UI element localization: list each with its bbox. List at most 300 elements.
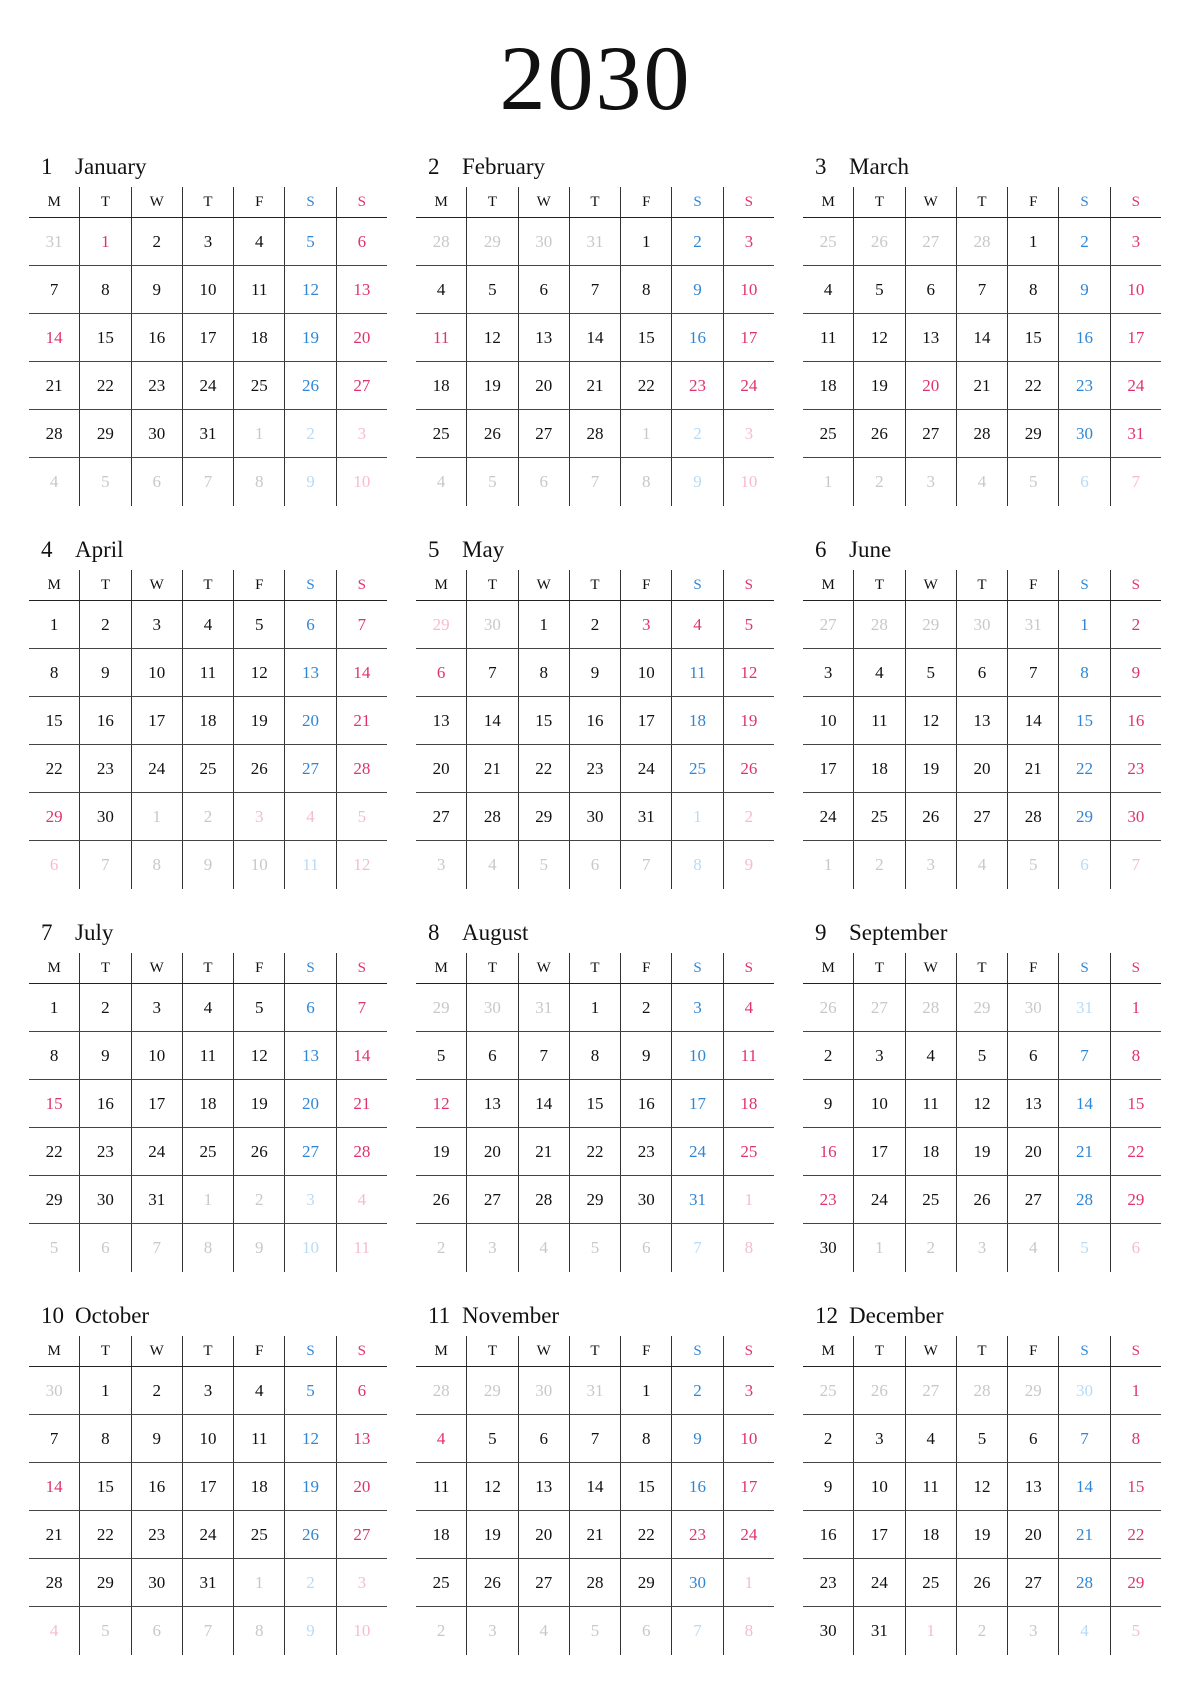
- week-row: [29, 984, 387, 1032]
- day-cell: 5: [956, 1415, 1007, 1462]
- weekday-header: S: [671, 187, 722, 217]
- weekday-header: S: [336, 187, 387, 217]
- month-number: 12: [815, 1303, 838, 1328]
- weekday-header: F: [1007, 570, 1058, 600]
- day-cell: 11: [905, 1080, 956, 1127]
- adjacent-month-day: 30: [518, 218, 569, 265]
- adjacent-month-day: 28: [853, 601, 904, 648]
- day-cell: 26: [233, 745, 284, 792]
- weekday-header-row: [803, 187, 1161, 218]
- month-grid: [29, 187, 387, 506]
- day-cell: 25: [182, 1128, 233, 1175]
- week-row: [803, 410, 1161, 458]
- weekday-header: T: [79, 1336, 130, 1366]
- weekday-header: T: [569, 953, 620, 983]
- adjacent-month-day: 8: [233, 1607, 284, 1655]
- day-cell: 6: [336, 1367, 387, 1414]
- week-row: [29, 314, 387, 362]
- day-cell: 23: [671, 1511, 722, 1558]
- day-cell: 25: [671, 745, 722, 792]
- day-cell: 26: [432, 1189, 450, 1209]
- day-cell: 17: [819, 758, 837, 778]
- day-cell: 12: [956, 1463, 1007, 1510]
- day-cell: 10: [853, 1080, 904, 1127]
- month-grid: [803, 570, 1161, 889]
- day-cell: 17: [671, 1080, 722, 1127]
- adjacent-month-day: 9: [671, 458, 722, 506]
- day-cell: 14: [45, 1476, 63, 1496]
- day-cell: 24: [671, 1128, 722, 1175]
- month-number: 1: [41, 154, 53, 179]
- weekday-header: F: [233, 570, 284, 600]
- week-row: [416, 601, 774, 649]
- adjacent-month-day: 9: [233, 1224, 284, 1272]
- month-name: May: [462, 537, 505, 562]
- week-row: [416, 649, 774, 697]
- day-cell: 8: [1007, 266, 1058, 313]
- week-row: [803, 601, 1161, 649]
- day-cell: 9: [823, 1476, 833, 1496]
- day-cell: 10: [723, 266, 774, 313]
- day-cell: 11: [671, 649, 722, 696]
- day-cell: 3: [671, 984, 722, 1031]
- weekday-header: T: [79, 570, 130, 600]
- week-row: [803, 1224, 1161, 1272]
- weekday-header: W: [905, 953, 956, 983]
- day-cell: 27: [336, 1511, 387, 1558]
- weekday-header: S: [723, 187, 774, 217]
- adjacent-month-day: 3: [905, 458, 956, 506]
- day-cell: 3: [1110, 218, 1161, 265]
- weekday-header: S: [336, 1336, 387, 1366]
- day-cell: 3: [723, 1367, 774, 1414]
- week-row: [29, 697, 387, 745]
- adjacent-month-day: 2: [671, 410, 722, 457]
- day-cell: 15: [1110, 1463, 1161, 1510]
- weekday-header: S: [1058, 1336, 1109, 1366]
- month-grid: [416, 187, 774, 506]
- adjacent-month-day: 29: [432, 997, 450, 1017]
- week-row: [416, 1559, 774, 1607]
- weekday-header: S: [1058, 570, 1109, 600]
- month-name: July: [75, 920, 114, 945]
- day-cell: 24: [723, 362, 774, 409]
- adjacent-month-day: 28: [432, 231, 450, 251]
- day-cell: 22: [1110, 1511, 1161, 1558]
- week-row: [416, 362, 774, 410]
- day-cell: 3: [823, 662, 833, 682]
- day-cell: 30: [1110, 793, 1161, 840]
- adjacent-month-day: 8: [723, 1607, 774, 1655]
- weekday-header: M: [434, 576, 448, 593]
- adjacent-month-day: 30: [466, 984, 517, 1031]
- day-cell: 15: [45, 1093, 63, 1113]
- weekday-header-row: [29, 953, 387, 984]
- weekday-header: S: [284, 187, 335, 217]
- day-cell: 22: [79, 362, 130, 409]
- month-number: 11: [428, 1303, 451, 1328]
- day-cell: 28: [1058, 1559, 1109, 1606]
- day-cell: 11: [432, 327, 450, 347]
- week-row: [416, 1128, 774, 1176]
- day-cell: 12: [284, 266, 335, 313]
- day-cell: 17: [1110, 314, 1161, 361]
- day-cell: 5: [853, 266, 904, 313]
- adjacent-month-day: 2: [853, 458, 904, 506]
- day-cell: 23: [131, 1511, 182, 1558]
- week-row: [416, 1367, 774, 1415]
- day-cell: 9: [79, 649, 130, 696]
- adjacent-month-day: 3: [956, 1224, 1007, 1272]
- adjacent-month-day: 4: [436, 472, 446, 491]
- day-cell: 19: [956, 1128, 1007, 1175]
- weekday-header: T: [569, 187, 620, 217]
- weekday-header: F: [233, 953, 284, 983]
- adjacent-month-day: 27: [905, 1367, 956, 1414]
- day-cell: 11: [819, 327, 837, 347]
- day-cell: 17: [723, 314, 774, 361]
- day-cell: 24: [620, 745, 671, 792]
- week-row: [803, 458, 1161, 506]
- day-cell: 26: [853, 410, 904, 457]
- adjacent-month-day: 7: [79, 841, 130, 889]
- week-row: [416, 1080, 774, 1128]
- month-title: [428, 536, 504, 564]
- weekday-header: S: [723, 570, 774, 600]
- adjacent-month-day: 27: [819, 614, 837, 634]
- day-cell: 23: [79, 745, 130, 792]
- day-cell: 11: [233, 266, 284, 313]
- day-cell: 20: [466, 1128, 517, 1175]
- day-cell: 5: [466, 1415, 517, 1462]
- weekday-header: T: [466, 1336, 517, 1366]
- day-cell: 13: [432, 710, 450, 730]
- day-cell: 12: [432, 1093, 450, 1113]
- week-row: [29, 1463, 387, 1511]
- day-cell: 13: [1007, 1080, 1058, 1127]
- day-cell: 22: [1007, 362, 1058, 409]
- day-cell: 19: [853, 362, 904, 409]
- adjacent-month-day: 27: [853, 984, 904, 1031]
- day-cell: 12: [466, 314, 517, 361]
- adjacent-month-day: 9: [182, 841, 233, 889]
- adjacent-month-day: 29: [466, 218, 517, 265]
- day-cell: 12: [956, 1080, 1007, 1127]
- day-cell: 17: [620, 697, 671, 744]
- day-cell: 20: [518, 1511, 569, 1558]
- day-cell: 28: [1058, 1176, 1109, 1223]
- adjacent-month-day: 28: [432, 1380, 450, 1400]
- day-cell: 31: [853, 1607, 904, 1655]
- month-title: [815, 536, 891, 564]
- weekday-header: F: [1007, 187, 1058, 217]
- adjacent-month-day: 6: [1110, 1224, 1161, 1272]
- day-cell: 10: [620, 649, 671, 696]
- month-number: 7: [41, 920, 53, 945]
- weekday-header: W: [905, 1336, 956, 1366]
- day-cell: 29: [45, 1189, 63, 1209]
- weekday-header: T: [853, 570, 904, 600]
- week-row: [29, 362, 387, 410]
- week-row: [803, 984, 1161, 1032]
- month-name: March: [849, 154, 910, 179]
- day-cell: 13: [1007, 1463, 1058, 1510]
- day-cell: 10: [1110, 266, 1161, 313]
- adjacent-month-day: 3: [284, 1176, 335, 1223]
- weekday-header: W: [905, 187, 956, 217]
- week-row: [803, 1080, 1161, 1128]
- week-row: [803, 1511, 1161, 1559]
- month-number: 2: [428, 154, 440, 179]
- month-number: 9: [815, 920, 827, 945]
- day-cell: 3: [131, 601, 182, 648]
- adjacent-month-day: 26: [853, 1367, 904, 1414]
- day-cell: 30: [819, 1238, 837, 1257]
- day-cell: 9: [131, 1415, 182, 1462]
- day-cell: 4: [436, 279, 446, 299]
- day-cell: 21: [45, 1524, 63, 1544]
- day-cell: 29: [1110, 1176, 1161, 1223]
- weekday-header: W: [518, 187, 569, 217]
- adjacent-month-day: 1: [233, 410, 284, 457]
- adjacent-month-day: 1: [823, 472, 833, 491]
- month-name: June: [849, 537, 892, 562]
- day-cell: 2: [131, 218, 182, 265]
- day-cell: 1: [1058, 601, 1109, 648]
- day-cell: 4: [182, 984, 233, 1031]
- day-cell: 29: [518, 793, 569, 840]
- day-cell: 28: [1007, 793, 1058, 840]
- adjacent-month-day: 2: [436, 1238, 446, 1257]
- month-grid: [803, 953, 1161, 1272]
- month-number: 4: [41, 537, 53, 562]
- day-cell: 10: [182, 1415, 233, 1462]
- adjacent-month-day: 1: [723, 1176, 774, 1223]
- day-cell: 19: [956, 1511, 1007, 1558]
- adjacent-month-day: 30: [45, 1380, 63, 1400]
- day-cell: 16: [131, 314, 182, 361]
- month-name: October: [75, 1303, 150, 1328]
- day-cell: 3: [723, 218, 774, 265]
- day-cell: 17: [853, 1128, 904, 1175]
- weekday-header: S: [284, 1336, 335, 1366]
- weekday-header: T: [79, 953, 130, 983]
- day-cell: 7: [569, 266, 620, 313]
- day-cell: 8: [518, 649, 569, 696]
- day-cell: 5: [284, 218, 335, 265]
- day-cell: 25: [182, 745, 233, 792]
- day-cell: 18: [905, 1128, 956, 1175]
- day-cell: 24: [1110, 362, 1161, 409]
- week-row: [803, 1128, 1161, 1176]
- day-cell: 23: [819, 1572, 837, 1592]
- day-cell: 30: [131, 410, 182, 457]
- day-cell: 21: [569, 1511, 620, 1558]
- adjacent-month-day: 26: [853, 218, 904, 265]
- month-grid: [803, 187, 1161, 506]
- day-cell: 29: [45, 806, 63, 826]
- weekday-header: M: [434, 1342, 448, 1359]
- day-cell: 21: [336, 697, 387, 744]
- day-cell: 28: [45, 423, 63, 443]
- day-cell: 27: [518, 410, 569, 457]
- day-cell: 16: [819, 1524, 837, 1544]
- day-cell: 26: [233, 1128, 284, 1175]
- day-cell: 11: [182, 1032, 233, 1079]
- weekday-header: S: [723, 953, 774, 983]
- adjacent-month-day: 2: [284, 410, 335, 457]
- day-cell: 28: [336, 745, 387, 792]
- month-title: [428, 919, 528, 947]
- month-grid: [29, 570, 387, 889]
- day-cell: 30: [620, 1176, 671, 1223]
- day-cell: 21: [518, 1128, 569, 1175]
- day-cell: 19: [905, 745, 956, 792]
- day-cell: 25: [432, 423, 450, 443]
- adjacent-month-day: 6: [620, 1607, 671, 1655]
- day-cell: 13: [284, 649, 335, 696]
- weekday-header: T: [956, 570, 1007, 600]
- day-cell: 4: [723, 984, 774, 1031]
- day-cell: 13: [336, 1415, 387, 1462]
- day-cell: 29: [79, 410, 130, 457]
- adjacent-month-day: 6: [1058, 841, 1109, 889]
- day-cell: 1: [620, 218, 671, 265]
- day-cell: 17: [182, 314, 233, 361]
- day-cell: 30: [569, 793, 620, 840]
- month-name: January: [75, 154, 147, 179]
- day-cell: 31: [182, 1559, 233, 1606]
- weekday-header: M: [47, 959, 61, 976]
- weekday-header: T: [569, 570, 620, 600]
- month-name: August: [462, 920, 529, 945]
- day-cell: 6: [956, 649, 1007, 696]
- day-cell: 9: [131, 266, 182, 313]
- adjacent-month-day: 31: [1007, 601, 1058, 648]
- day-cell: 17: [131, 697, 182, 744]
- day-cell: 7: [49, 1428, 59, 1448]
- day-cell: 16: [671, 314, 722, 361]
- adjacent-month-day: 2: [436, 1621, 446, 1640]
- day-cell: 19: [284, 314, 335, 361]
- weekday-header: T: [466, 187, 517, 217]
- day-cell: 21: [45, 375, 63, 395]
- day-cell: 16: [620, 1080, 671, 1127]
- day-cell: 30: [131, 1559, 182, 1606]
- day-cell: 25: [233, 1511, 284, 1558]
- day-cell: 26: [956, 1559, 1007, 1606]
- day-cell: 5: [233, 601, 284, 648]
- week-row: [29, 410, 387, 458]
- week-row: [803, 793, 1161, 841]
- day-cell: 28: [336, 1128, 387, 1175]
- day-cell: 9: [671, 1415, 722, 1462]
- day-cell: 22: [45, 1141, 63, 1161]
- adjacent-month-day: 28: [956, 218, 1007, 265]
- day-cell: 2: [620, 984, 671, 1031]
- day-cell: 15: [45, 710, 63, 730]
- adjacent-month-day: 8: [620, 458, 671, 506]
- adjacent-month-day: 5: [518, 841, 569, 889]
- day-cell: 16: [671, 1463, 722, 1510]
- day-cell: 12: [233, 1032, 284, 1079]
- weekday-header: T: [956, 187, 1007, 217]
- day-cell: 8: [49, 662, 59, 682]
- week-row: [803, 1032, 1161, 1080]
- day-cell: 24: [131, 1128, 182, 1175]
- day-cell: 19: [723, 697, 774, 744]
- day-cell: 7: [518, 1032, 569, 1079]
- day-cell: 1: [79, 1367, 130, 1414]
- day-cell: 2: [131, 1367, 182, 1414]
- adjacent-month-day: 7: [671, 1607, 722, 1655]
- day-cell: 17: [131, 1080, 182, 1127]
- day-cell: 31: [1110, 410, 1161, 457]
- adjacent-month-day: 3: [1007, 1607, 1058, 1655]
- weekday-header: T: [182, 1336, 233, 1366]
- adjacent-month-day: 29: [905, 601, 956, 648]
- day-cell: 30: [79, 793, 130, 840]
- day-cell: 19: [233, 697, 284, 744]
- day-cell: 25: [723, 1128, 774, 1175]
- day-cell: 20: [284, 697, 335, 744]
- week-row: [803, 1415, 1161, 1463]
- day-cell: 25: [432, 1572, 450, 1592]
- adjacent-month-day: 4: [518, 1224, 569, 1272]
- adjacent-month-day: 30: [956, 601, 1007, 648]
- week-row: [29, 1224, 387, 1272]
- week-row: [29, 841, 387, 889]
- day-cell: 14: [466, 697, 517, 744]
- adjacent-month-day: 5: [1110, 1607, 1161, 1655]
- week-row: [416, 218, 774, 266]
- day-cell: 28: [518, 1176, 569, 1223]
- weekday-header: S: [671, 1336, 722, 1366]
- adjacent-month-day: 6: [131, 1607, 182, 1655]
- day-cell: 9: [79, 1032, 130, 1079]
- week-row: [416, 697, 774, 745]
- day-cell: 18: [233, 1463, 284, 1510]
- adjacent-month-day: 8: [182, 1224, 233, 1272]
- day-cell: 8: [620, 1415, 671, 1462]
- weekday-header-row: [803, 1336, 1161, 1367]
- week-row: [416, 1032, 774, 1080]
- day-cell: 4: [905, 1415, 956, 1462]
- day-cell: 4: [823, 279, 833, 299]
- week-row: [29, 601, 387, 649]
- weekday-header: W: [131, 187, 182, 217]
- weekday-header: F: [233, 1336, 284, 1366]
- day-cell: 15: [620, 314, 671, 361]
- weekday-header: S: [1110, 1336, 1161, 1366]
- month-number: 6: [815, 537, 827, 562]
- week-row: [803, 1367, 1161, 1415]
- day-cell: 26: [723, 745, 774, 792]
- day-cell: 29: [620, 1559, 671, 1606]
- day-cell: 7: [1007, 649, 1058, 696]
- day-cell: 18: [432, 375, 450, 395]
- weekday-header: T: [569, 1336, 620, 1366]
- day-cell: 4: [233, 1367, 284, 1414]
- weekday-header: F: [620, 1336, 671, 1366]
- weekday-header: T: [182, 570, 233, 600]
- month-name: April: [75, 537, 124, 562]
- week-row: [29, 1607, 387, 1655]
- day-cell: 21: [336, 1080, 387, 1127]
- day-cell: 4: [905, 1032, 956, 1079]
- month-grid: [416, 570, 774, 889]
- day-cell: 9: [620, 1032, 671, 1079]
